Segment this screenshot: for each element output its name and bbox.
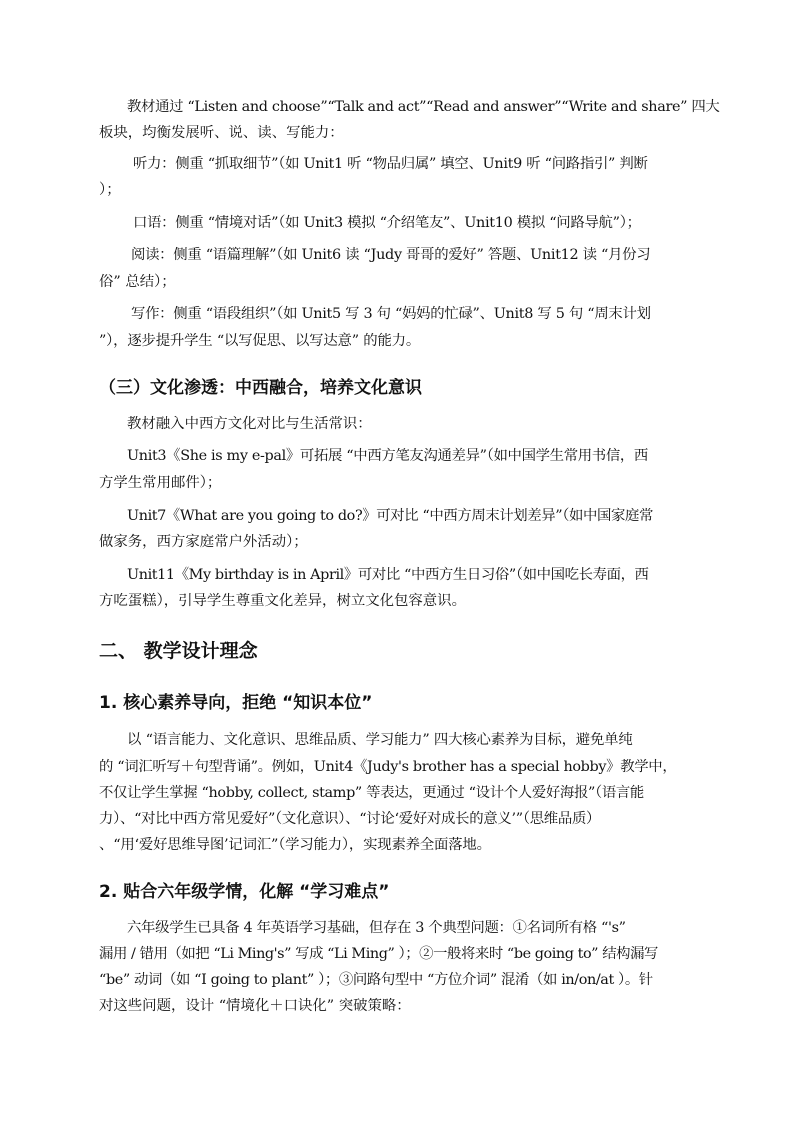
- principle1-heading: 1. 核心素养导向，拒绝 “知识本位”: [99, 693, 373, 713]
- design-heading: 二、 教学设计理念: [99, 640, 258, 662]
- principle1-line-3: 不仅让学生掌握 “hobby, collect, stamp” 等表达，更通过 “设计个人爱好海报”（语言能: [99, 785, 644, 801]
- culture-unit11-line-2: 方吃蛋糕），引导学生尊重文化差异，树立文化包容意识。: [99, 593, 466, 609]
- culture-unit11-line-1: Unit11《My birthday is in April》可对比 “中西方生日习俗”（如中国吃长寿面，西: [127, 567, 649, 583]
- culture-unit7-line-1: Unit7《What are you going to do?》可对比 “中西方周末计划差异”（如中国家庭常: [127, 508, 653, 524]
- reading-line-2: 俗” 总结）；: [99, 274, 176, 290]
- principle2-line-4: 对这些问题，设计 “情境化＋口诀化” 突破策略：: [99, 998, 411, 1014]
- speaking-line-1: 口语：侧重 “情境对话”（如 Unit3 模拟 “介绍笔友”、Unit10 模拟 “问路导航”）；: [133, 215, 641, 231]
- principle2-heading: 2. 贴合六年级学情，化解 “学习难点”: [99, 882, 390, 902]
- principle1-line-2: 的 “词汇听写＋句型背诵”。例如，Unit4《Judy's brother has a special hobby》教学中，: [99, 759, 677, 775]
- principle1-line-1: 以 “语言能力、文化意识、思维品质、学习能力” 四大核心素养为目标，避免单纯: [127, 732, 633, 748]
- principle2-line-2: 漏用 / 错用（如把 “Li Ming's” 写成 “Li Ming” ）；②一般将来时 “be going to” 结构漏写: [99, 946, 658, 962]
- reading-line-1: 阅读：侧重 “语篇理解”（如 Unit6 读 “Judy 哥哥的爱好” 答题、Unit12 读 “月份习: [131, 247, 651, 263]
- culture-unit3-line-2: 方学生常用邮件）；: [99, 475, 222, 491]
- writing-line-1: 写作：侧重 “语段组织”（如 Unit5 写 3 句 “妈妈的忙碌”、Unit8 写 5 句 “周末计划: [131, 306, 651, 322]
- culture-unit7-line-2: 做家务，西方家庭常户外活动）；: [99, 534, 308, 550]
- listening-line-1: 听力：侧重 “抓取细节”（如 Unit1 听 “物品归属” 填空、Unit9 听 “问路指引” 判断: [133, 156, 648, 172]
- principle1-line-4: 力）、“对比中西方常见爱好”（文化意识）、“讨论‘爱好对成长的意义’”（思维品质）: [99, 811, 601, 827]
- intro-line-2: 板块，均衡发展听、说、读、写能力：: [99, 125, 344, 141]
- principle1-line-5: 、“用‘爱好思维导图’记词汇”（学习能力），实现素养全面落地。: [99, 837, 491, 853]
- culture-heading: （三）文化渗透：中西融合，培养文化意识: [99, 378, 422, 398]
- culture-unit3-line-1: Unit3《She is my e-pal》可拓展 “中西方笔友沟通差异”（如中国学生常用书信，西: [127, 448, 648, 464]
- principle2-line-1: 六年级学生已具备 4 年英语学习基础，但存在 3 个典型问题：①名词所有格 “'s”: [127, 920, 626, 936]
- listening-line-2: ）；: [99, 182, 121, 198]
- intro-line-1: 教材通过 “Listen and choose”“Talk and act”“Read and answer”“Write and share” 四大: [127, 99, 720, 115]
- principle2-line-3: “be” 动词（如 “I going to plant” ）；③问路句型中 “方位介词” 混淆（如 in/on/at ）。针: [99, 972, 653, 988]
- culture-intro: 教材融入中西方文化对比与生活常识：: [127, 416, 372, 432]
- writing-line-2: ”），逐步提升学生 “以写促思、以写达意” 的能力。: [99, 333, 421, 349]
